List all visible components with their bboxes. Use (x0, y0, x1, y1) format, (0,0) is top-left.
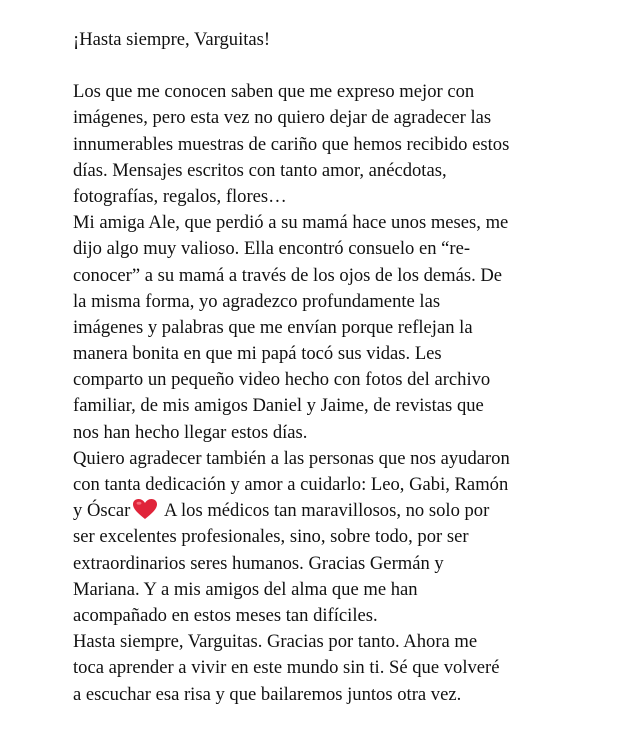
letter-line: con tanta dedicación y amor a cuidarlo: Leo, Gabi, Ramón (73, 474, 509, 495)
letter-line: comparto un pequeño video hecho con fotos del archivo (73, 369, 491, 391)
letter-line: Mi amiga Ale, que perdió a su mamá hace unos meses, me (73, 212, 509, 234)
letter-line: innumerables muestras de cariño que hemos recibido estos (73, 133, 510, 155)
letter-line: días. Mensajes escritos con tanto amor, anécdotas, (73, 159, 447, 181)
letter-greeting: ¡Hasta siempre, Varguitas! (73, 29, 271, 50)
letter-line: Hasta siempre, Varguitas. Gracias por tanto. Ahora me (73, 631, 478, 653)
letter-line: manera bonita en que mi papá tocó sus vidas. Les (73, 343, 442, 365)
letter-line: la misma forma, yo agradezco profundamente las (73, 290, 441, 312)
letter-line: toca aprender a vivir en este mundo sin ti. Sé que volveré (73, 657, 500, 679)
letter-line: Mariana. Y a mis amigos del alma que me han (73, 578, 418, 600)
letter-line: conocer” a su mamá a través de los ojos de los demás. De (73, 264, 503, 286)
letter-line: ser excelentes profesionales, sino, sobre todo, por ser (73, 526, 469, 548)
letter-line: imágenes y palabras que me envían porque reflejan la (73, 316, 473, 338)
letter-line: a escuchar esa risa y que bailaremos juntos otra vez. (73, 683, 462, 705)
letter-line: dijo algo muy valioso. Ella encontró consuelo en “re- (73, 238, 471, 260)
letter-line: nos han hecho llegar estos días. (73, 421, 308, 443)
red-heart-icon (132, 498, 158, 520)
heart-line-before: y Óscar (73, 500, 131, 522)
letter-line: Los que me conocen saben que me expreso mejor con (73, 81, 475, 103)
letter-line-with-heart (73, 498, 613, 524)
letter-line: Quiero agradecer también a las personas que nos ayudaron (73, 447, 510, 469)
letter-body (73, 27, 613, 708)
heart-line-after: A los médicos tan maravillosos, no solo por (163, 500, 490, 522)
letter-line: fotografías, regalos, flores… (73, 185, 287, 207)
letter-line: acompañado en estos meses tan difíciles. (73, 604, 378, 626)
letter-line: familiar, de mis amigos Daniel y Jaime, de revistas que (73, 395, 484, 417)
letter-line: extraordinarios seres humanos. Gracias Germán y (73, 552, 444, 574)
letter-line: imágenes, pero esta vez no quiero dejar de agradecer las (73, 107, 492, 129)
heart-svg (132, 498, 158, 520)
